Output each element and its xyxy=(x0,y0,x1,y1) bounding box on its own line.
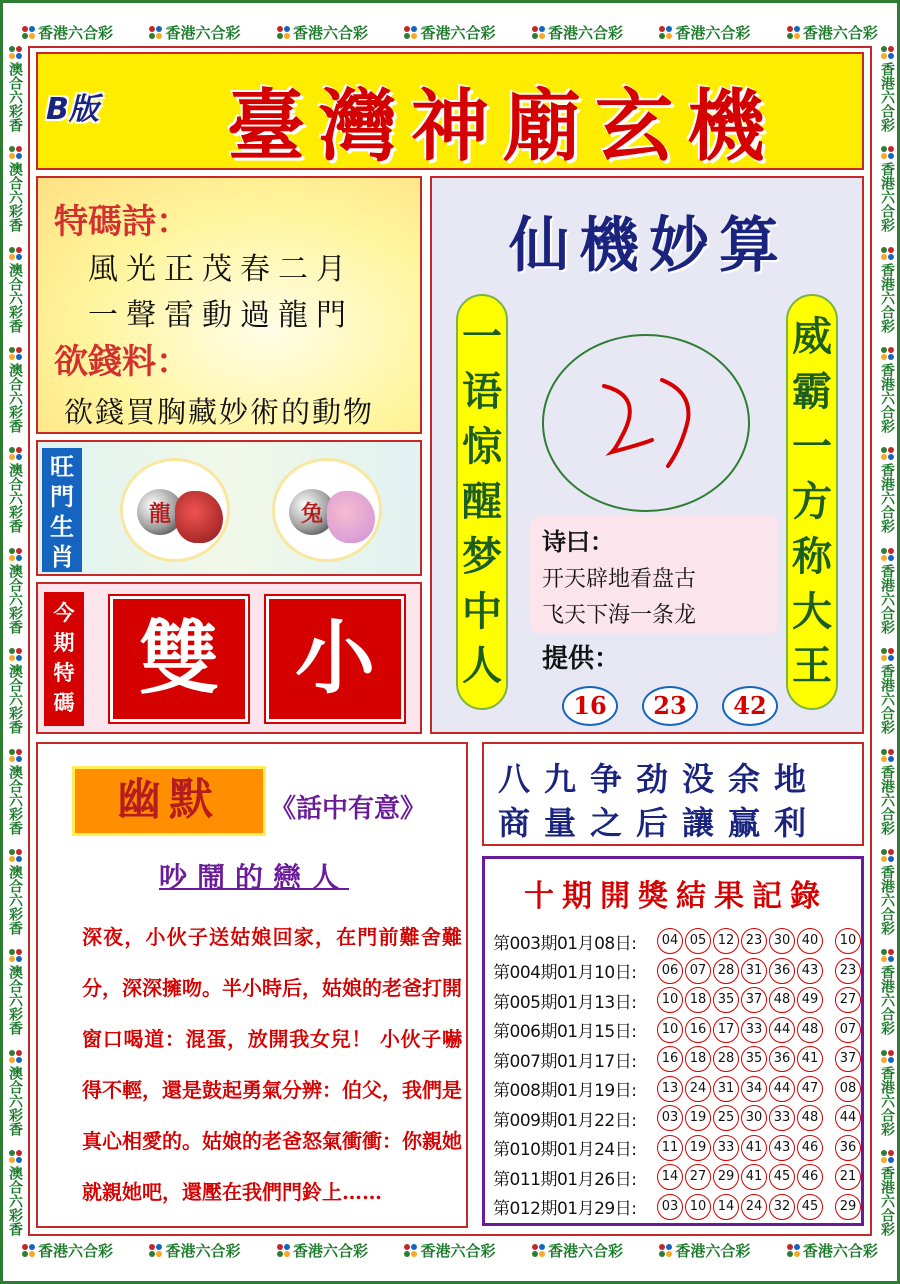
result-row xyxy=(493,957,863,985)
border-label xyxy=(5,247,25,333)
draw-ball: 10 xyxy=(657,987,683,1013)
border-text: 澳合六彩香 xyxy=(7,463,23,534)
border-label xyxy=(5,949,25,1035)
poem-label: 特碼詩： xyxy=(54,202,190,242)
draw-ball: 35 xyxy=(741,1046,767,1072)
border-text: 澳合六彩香 xyxy=(7,764,23,835)
border-text: 香港六合彩 xyxy=(802,1241,878,1260)
border-label xyxy=(149,1240,240,1261)
border-label xyxy=(532,22,623,43)
proverb-box xyxy=(482,742,864,846)
poem-line: 开天辟地看盘古 xyxy=(542,567,697,592)
draw-date: 第006期01月15日: xyxy=(493,1022,637,1042)
draw-ball: 44 xyxy=(769,1017,795,1043)
border-text: 香港六合彩 xyxy=(879,363,895,434)
draw-ball: 32 xyxy=(769,1194,795,1220)
border-text: 香港六合彩 xyxy=(879,262,895,333)
border-label xyxy=(877,849,897,935)
draw-ball: 46 xyxy=(797,1164,823,1190)
dots-icon xyxy=(787,1244,800,1257)
border-text: 香港六合彩 xyxy=(879,62,895,132)
border-text: 香港六合彩 xyxy=(879,965,895,1036)
xianji-panel xyxy=(430,176,864,734)
border-text: 香港六合彩 xyxy=(879,563,895,634)
draw-ball: 46 xyxy=(797,1135,823,1161)
draw-ball: 13 xyxy=(657,1076,683,1102)
border-text: 澳合六彩香 xyxy=(7,664,23,735)
draw-date: 第003期01月08日: xyxy=(493,933,637,954)
draw-ball: 31 xyxy=(741,958,767,984)
dots-icon xyxy=(9,949,22,962)
pill-character: 一 xyxy=(462,313,502,361)
humor-subtitle: 《話中有意》 xyxy=(270,794,427,824)
pill-character: 一 xyxy=(792,423,832,471)
border-label xyxy=(149,22,240,43)
draw-ball: 14 xyxy=(713,1194,739,1220)
dots-icon xyxy=(787,26,800,39)
draw-ball: 28 xyxy=(713,1046,739,1072)
draw-ball: 35 xyxy=(713,987,739,1013)
dots-icon xyxy=(9,749,22,762)
border-top xyxy=(22,18,878,46)
border-label xyxy=(5,849,25,935)
draw-ball: 12 xyxy=(713,928,739,954)
border-text: 香港六合彩 xyxy=(165,1241,241,1260)
draw-ball: 17 xyxy=(713,1017,739,1043)
draw-ball: 49 xyxy=(797,987,823,1013)
border-label xyxy=(5,749,25,835)
border-label xyxy=(787,1240,878,1261)
border-text: 香港六合彩 xyxy=(38,23,114,42)
special-ball: 07 xyxy=(835,1017,861,1043)
dots-icon xyxy=(881,447,894,460)
draw-date: 第009期01月22日: xyxy=(493,1110,637,1131)
border-label xyxy=(659,22,750,43)
border-text: 澳合六彩香 xyxy=(7,864,23,935)
border-label xyxy=(877,447,897,533)
hint-circle xyxy=(542,334,750,512)
code-card-even: 雙 xyxy=(110,596,248,722)
border-text: 澳合六彩香 xyxy=(7,363,23,434)
border-text: 香港六合彩 xyxy=(675,23,751,42)
border-label xyxy=(877,1050,897,1136)
draw-ball: 30 xyxy=(769,928,795,954)
border-label xyxy=(877,949,897,1035)
pill-character: 称 xyxy=(792,532,832,580)
zodiac-ball: 兔 xyxy=(289,489,335,535)
border-label xyxy=(877,648,897,734)
provided-number: 16 xyxy=(562,686,618,726)
border-label xyxy=(5,447,25,533)
draw-ball: 10 xyxy=(657,1017,683,1043)
result-row xyxy=(493,927,863,955)
draw-ball: 03 xyxy=(657,1105,683,1131)
border-left xyxy=(4,46,26,1236)
border-label xyxy=(5,548,25,634)
rabbit-icon xyxy=(327,491,375,543)
pill-character: 醒 xyxy=(462,477,502,525)
dots-icon xyxy=(149,1244,162,1257)
dots-icon xyxy=(881,849,894,862)
border-text: 香港六合彩 xyxy=(879,864,895,935)
border-text: 澳合六彩香 xyxy=(7,1065,23,1136)
border-text: 香港六合彩 xyxy=(38,1241,114,1260)
dots-icon xyxy=(881,46,894,59)
draw-ball: 41 xyxy=(797,1046,823,1072)
draw-ball: 37 xyxy=(741,987,767,1013)
humor-box xyxy=(36,742,468,1228)
draw-ball: 07 xyxy=(685,958,711,984)
draw-ball: 28 xyxy=(713,958,739,984)
joke-title: 吵鬧的戀人 xyxy=(158,861,349,894)
special-code-poem-box xyxy=(36,176,422,434)
money-label: 欲錢料： xyxy=(54,342,190,382)
pill-character: 梦 xyxy=(462,532,502,580)
border-label xyxy=(877,46,897,132)
draw-date: 第012期01月29日: xyxy=(493,1199,637,1219)
provided-number: 23 xyxy=(642,686,698,726)
draw-date: 第010期01月24日: xyxy=(493,1140,637,1160)
special-ball: 21 xyxy=(835,1164,861,1190)
border-text: 香港六合彩 xyxy=(879,162,895,233)
result-row xyxy=(493,1134,863,1162)
lucky-zodiac-box xyxy=(36,440,422,576)
draw-ball: 47 xyxy=(797,1076,823,1102)
result-row xyxy=(493,1163,863,1191)
draw-ball: 23 xyxy=(741,928,767,954)
code-card-small: 小 xyxy=(266,596,404,722)
dots-icon xyxy=(532,1244,545,1257)
border-text: 香港六合彩 xyxy=(802,23,878,42)
border-label xyxy=(877,146,897,232)
draw-ball: 19 xyxy=(685,1105,711,1131)
border-text: 香港六合彩 xyxy=(675,1241,751,1260)
draw-ball: 16 xyxy=(657,1046,683,1072)
border-text: 香港六合彩 xyxy=(879,1165,895,1236)
dots-icon xyxy=(9,1050,22,1063)
xianji-poem xyxy=(530,516,778,634)
draw-date: 第004期01月10日: xyxy=(493,963,637,983)
border-label xyxy=(22,1240,113,1261)
dots-icon xyxy=(22,1244,35,1257)
dots-icon xyxy=(9,849,22,862)
draw-ball: 18 xyxy=(685,1046,711,1072)
dots-icon xyxy=(149,26,162,39)
dots-icon xyxy=(881,548,894,561)
draw-ball: 36 xyxy=(769,1046,795,1072)
special-ball: 23 xyxy=(835,958,861,984)
special-ball: 27 xyxy=(835,987,861,1013)
pill-character: 语 xyxy=(462,368,502,416)
dots-icon xyxy=(277,26,290,39)
draw-ball: 24 xyxy=(741,1194,767,1220)
draw-ball: 05 xyxy=(685,928,711,954)
draw-ball: 43 xyxy=(797,958,823,984)
border-label xyxy=(787,22,878,43)
border-label xyxy=(877,749,897,835)
border-label xyxy=(404,22,495,43)
dots-icon xyxy=(881,247,894,260)
draw-ball: 48 xyxy=(769,987,795,1013)
border-bottom xyxy=(22,1236,878,1264)
dots-icon xyxy=(9,1150,22,1163)
draw-ball: 19 xyxy=(685,1135,711,1161)
poem-line: 飞天下海一条龙 xyxy=(542,603,697,628)
draw-ball: 31 xyxy=(713,1076,739,1102)
draw-ball: 04 xyxy=(657,928,683,954)
draw-ball: 40 xyxy=(797,928,823,954)
border-label xyxy=(277,1240,368,1261)
draw-ball: 41 xyxy=(741,1135,767,1161)
border-text: 澳合六彩香 xyxy=(7,1165,23,1236)
border-text: 澳合六彩香 xyxy=(7,262,23,333)
border-text: 香港六合彩 xyxy=(879,764,895,835)
border-text: 香港六合彩 xyxy=(420,23,496,42)
draw-ball: 10 xyxy=(685,1194,711,1220)
pill-character: 中 xyxy=(462,587,502,635)
draw-date: 第008期01月19日: xyxy=(493,1081,637,1101)
border-label xyxy=(532,1240,623,1261)
draw-ball: 45 xyxy=(797,1194,823,1220)
header-banner xyxy=(36,52,864,170)
border-label xyxy=(5,1050,25,1136)
dots-icon xyxy=(9,548,22,561)
border-text: 香港六合彩 xyxy=(292,23,368,42)
provided-number: 42 xyxy=(722,686,778,726)
draw-ball: 45 xyxy=(769,1164,795,1190)
provider-label: 提供： xyxy=(542,644,621,674)
result-row xyxy=(493,1045,863,1073)
border-right xyxy=(876,46,898,1236)
border-text: 香港六合彩 xyxy=(879,1065,895,1136)
special-ball: 08 xyxy=(835,1076,861,1102)
draw-ball: 33 xyxy=(741,1017,767,1043)
border-text: 香港六合彩 xyxy=(879,463,895,534)
zodiac-rabbit xyxy=(272,458,382,562)
draw-date: 第005期01月13日: xyxy=(493,992,637,1013)
dots-icon xyxy=(9,648,22,661)
dots-icon xyxy=(881,1050,894,1063)
draw-results-box xyxy=(482,856,864,1226)
border-label xyxy=(5,46,25,132)
draw-ball: 06 xyxy=(657,958,683,984)
pill-character: 威 xyxy=(792,313,832,361)
dots-icon xyxy=(881,949,894,962)
border-text: 澳合六彩香 xyxy=(7,965,23,1036)
poem-label: 诗曰： xyxy=(542,527,614,556)
proverb-line: 八九争劲没余地 xyxy=(498,760,821,798)
xianji-title: 仙機妙算 xyxy=(509,211,789,281)
border-text: 香港六合彩 xyxy=(547,23,623,42)
border-label xyxy=(877,548,897,634)
draw-ball: 41 xyxy=(741,1164,767,1190)
special-ball: 44 xyxy=(835,1105,861,1131)
border-label xyxy=(5,648,25,734)
draw-ball: 25 xyxy=(713,1105,739,1131)
draw-ball: 18 xyxy=(685,987,711,1013)
dots-icon xyxy=(9,447,22,460)
special-code-box xyxy=(36,582,422,734)
result-row xyxy=(493,986,863,1014)
draw-ball: 48 xyxy=(797,1105,823,1131)
dots-icon xyxy=(9,46,22,59)
draw-date: 第011期01月26日: xyxy=(493,1169,637,1190)
zodiac-dragon xyxy=(120,458,230,562)
dots-icon xyxy=(9,146,22,159)
border-text: 香港六合彩 xyxy=(547,1241,623,1260)
money-clue: 欲錢買胸藏妙術的動物 xyxy=(64,395,375,429)
draw-ball: 33 xyxy=(713,1135,739,1161)
results-title: 十期開獎結果記錄 xyxy=(524,879,828,914)
border-label xyxy=(5,347,25,433)
pill-character: 王 xyxy=(792,642,832,690)
special-ball: 29 xyxy=(835,1194,861,1220)
dots-icon xyxy=(881,749,894,762)
code-tag: 今期特碼 xyxy=(44,592,84,726)
draw-ball: 16 xyxy=(685,1017,711,1043)
border-label xyxy=(5,1150,25,1236)
border-text: 香港六合彩 xyxy=(879,664,895,735)
humor-badge: 幽默 xyxy=(72,766,266,836)
zodiac-ball: 龍 xyxy=(137,489,183,535)
border-text: 澳合六彩香 xyxy=(7,162,23,233)
dots-icon xyxy=(881,146,894,159)
pill-character: 霸 xyxy=(792,368,832,416)
edition-label: B版 xyxy=(46,92,99,127)
dots-icon xyxy=(9,347,22,360)
draw-ball: 14 xyxy=(657,1164,683,1190)
draw-ball: 44 xyxy=(769,1076,795,1102)
dots-icon xyxy=(404,1244,417,1257)
draw-ball: 36 xyxy=(769,958,795,984)
dots-icon xyxy=(404,26,417,39)
border-label xyxy=(877,1150,897,1236)
draw-ball: 11 xyxy=(657,1135,683,1161)
pill-character: 方 xyxy=(792,477,832,525)
special-ball: 10 xyxy=(835,928,861,954)
draw-ball: 03 xyxy=(657,1194,683,1220)
border-label xyxy=(404,1240,495,1261)
border-label xyxy=(277,22,368,43)
pill-character: 惊 xyxy=(462,423,502,471)
dots-icon xyxy=(277,1244,290,1257)
border-label xyxy=(5,146,25,232)
draw-ball: 24 xyxy=(685,1076,711,1102)
draw-ball: 30 xyxy=(741,1105,767,1131)
draw-date: 第007期01月17日: xyxy=(493,1051,637,1072)
dots-icon xyxy=(881,648,894,661)
draw-ball: 48 xyxy=(797,1017,823,1043)
draw-ball: 33 xyxy=(769,1105,795,1131)
result-row xyxy=(493,1104,863,1132)
pill-character: 大 xyxy=(792,587,832,635)
left-pill xyxy=(456,294,508,710)
brush-stroke-icon xyxy=(544,336,752,514)
draw-ball: 43 xyxy=(769,1135,795,1161)
dots-icon xyxy=(659,1244,672,1257)
zodiac-tag: 旺門生肖 xyxy=(42,448,82,572)
poem-line: 一聲雷動過龍門 xyxy=(88,298,354,333)
dragon-icon xyxy=(175,491,223,543)
dots-icon xyxy=(532,26,545,39)
draw-ball: 29 xyxy=(713,1164,739,1190)
dots-icon xyxy=(881,1150,894,1163)
poem-line: 風光正茂春二月 xyxy=(88,252,354,287)
border-label xyxy=(22,22,113,43)
special-ball: 37 xyxy=(835,1046,861,1072)
right-pill xyxy=(786,294,838,710)
dots-icon xyxy=(9,247,22,260)
dots-icon xyxy=(22,26,35,39)
result-row xyxy=(493,1075,863,1103)
result-row xyxy=(493,1193,863,1221)
result-row xyxy=(493,1016,863,1044)
pill-character: 人 xyxy=(462,642,502,690)
proverb-line: 商量之后讓赢利 xyxy=(498,804,821,842)
dots-icon xyxy=(659,26,672,39)
draw-ball: 27 xyxy=(685,1164,711,1190)
draw-ball: 34 xyxy=(741,1076,767,1102)
joke-text: 深夜，小伙子送姑娘回家，在門前難舍難分，深深擁吻。半小時后，姑娘的老爸打開窗口喝道：混蛋，放開我女兒！ 小伙子嚇得不輕，還是鼓起勇氣分辨：伯父，我們是真心相愛的。姑娘的老爸怒氣衝衝：你親她就親她吧，還壓在我們門鈴上…… xyxy=(82,925,462,1204)
special-ball: 36 xyxy=(835,1135,861,1161)
dots-icon xyxy=(881,347,894,360)
border-text: 香港六合彩 xyxy=(165,23,241,42)
border-text: 澳合六彩香 xyxy=(7,62,23,132)
border-text: 香港六合彩 xyxy=(292,1241,368,1260)
border-text: 香港六合彩 xyxy=(420,1241,496,1260)
border-text: 澳合六彩香 xyxy=(7,563,23,634)
page-title: 臺灣神廟玄機 xyxy=(226,81,779,172)
border-label xyxy=(877,247,897,333)
border-label xyxy=(877,347,897,433)
border-label xyxy=(659,1240,750,1261)
